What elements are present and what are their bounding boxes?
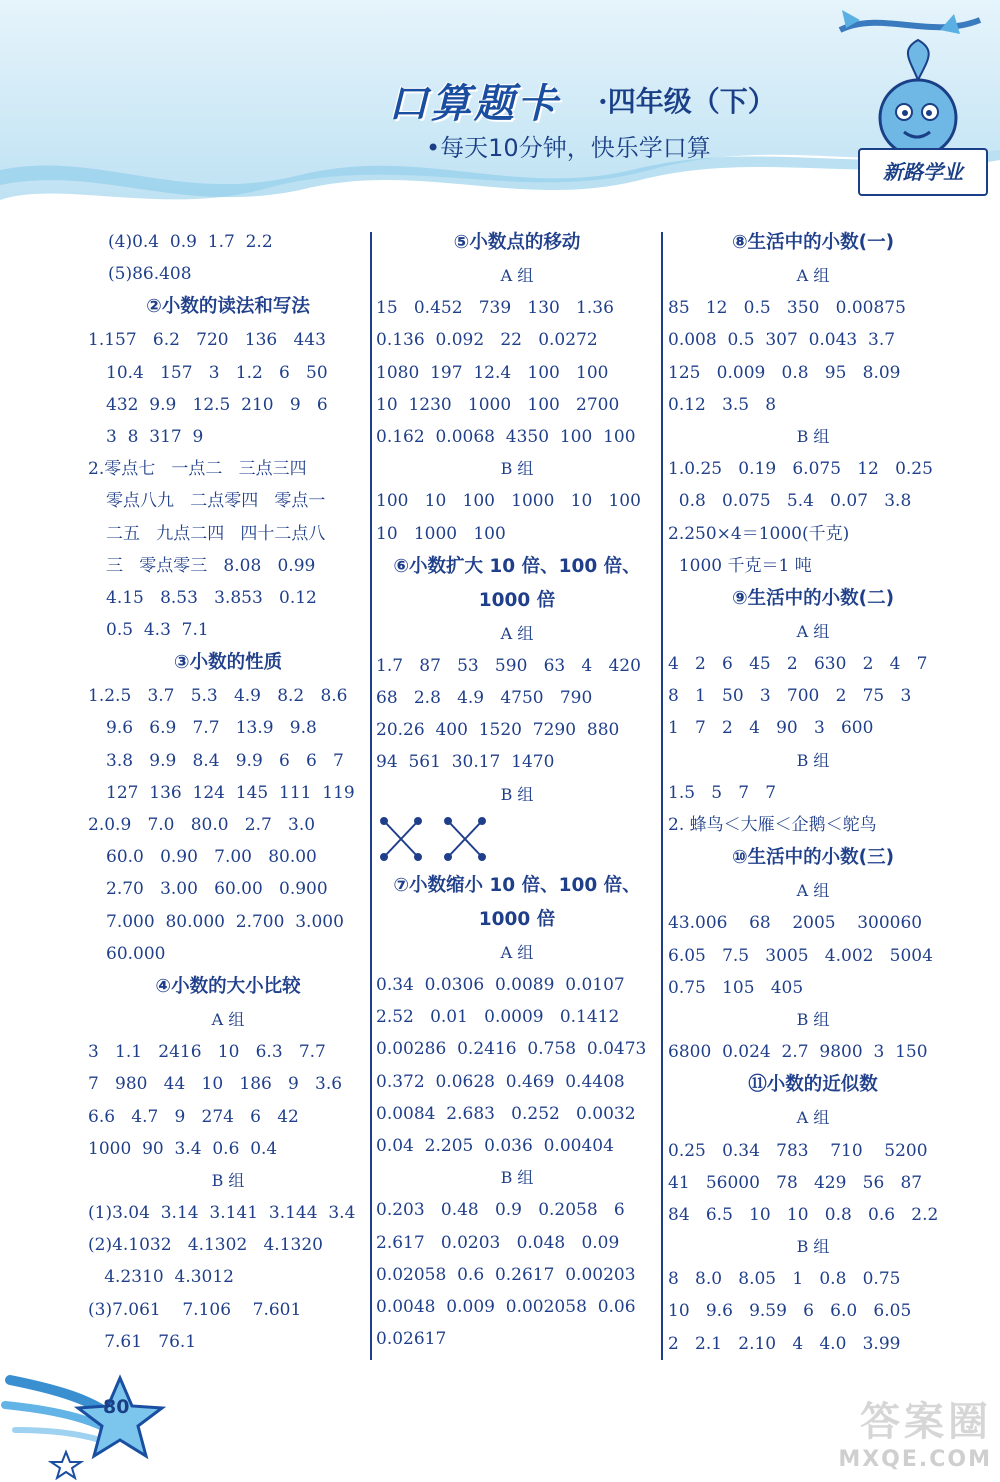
answer-line: 1.7 87 53 590 63 4 420 xyxy=(376,655,641,676)
answer-line: 6800 0.024 2.7 9800 3 150 xyxy=(668,1042,928,1063)
answer-line: 84 6.5 10 10 0.8 0.6 2.2 xyxy=(668,1204,939,1225)
answer-line: 2.250×4＝1000(千克) xyxy=(668,523,850,544)
answer-line: 3 8 317 9 xyxy=(106,426,204,447)
answer-line: 2.70 3.00 60.00 0.900 xyxy=(106,879,328,900)
answer-line: (3)7.061 7.106 7.601 xyxy=(88,1299,302,1320)
group-label: B 组 xyxy=(796,750,830,770)
section-heading: ③小数的性质 xyxy=(173,652,283,674)
answer-line: 8 8.0 8.05 1 0.8 0.75 xyxy=(668,1269,901,1290)
publisher-logo: 新路学业 xyxy=(858,148,988,196)
answer-line: 85 12 0.5 350 0.00875 xyxy=(668,298,906,319)
answer-line: 0.04 2.205 0.036 0.00404 xyxy=(376,1135,614,1156)
watermark-logo: 答案圈 xyxy=(860,1399,992,1445)
answer-line: 2.0.9 7.0 80.0 2.7 3.0 xyxy=(88,815,316,835)
answer-line: 7 980 44 10 186 9 3.6 xyxy=(88,1074,343,1095)
cross-marks xyxy=(376,811,658,869)
answer-line: 43.006 68 2005 300060 xyxy=(668,913,923,934)
slogan: •每天10分钟，快乐学口算 xyxy=(426,134,711,162)
answer-line: 二五 九点二四 四十二点八 xyxy=(106,523,326,544)
answer-line: 4 2 6 45 2 630 2 4 7 xyxy=(668,654,928,675)
answer-line: 0.136 0.092 22 0.0272 xyxy=(376,330,598,351)
answer-line: 3.8 9.9 8.4 9.9 6 6 7 xyxy=(106,750,344,771)
answer-line: (5)86.408 xyxy=(108,264,192,285)
answer-line: 7.61 76.1 xyxy=(88,1331,197,1352)
answer-line: 0.203 0.48 0.9 0.2058 6 xyxy=(376,1200,625,1221)
group-label: B 组 xyxy=(796,1237,830,1257)
answer-line: 1000 90 3.4 0.6 0.4 xyxy=(88,1138,278,1159)
group-label: A 组 xyxy=(500,266,534,285)
answer-line: 0.0048 0.009 0.002058 0.06 xyxy=(376,1296,636,1317)
answer-line: 2.52 0.01 0.0009 0.1412 xyxy=(376,1007,620,1028)
cross-mark-icons xyxy=(378,815,498,865)
answer-line: 1.0.25 0.19 6.075 12 0.25 xyxy=(668,459,933,480)
answer-line: 2.零点七 一点二 三点三四 xyxy=(88,459,307,480)
watermark-url: MXQE.COM xyxy=(838,1447,992,1472)
shooting-star-icon xyxy=(0,1360,180,1480)
answer-line: 1080 197 12.4 100 100 xyxy=(376,362,609,383)
answer-line: 0.8 0.075 5.4 0.07 3.8 xyxy=(668,491,912,512)
section-heading: ⑦小数缩小 10 倍、100 倍、 xyxy=(393,874,641,896)
answer-line: 0.75 105 405 xyxy=(668,977,804,998)
answer-line: 1.5 5 7 7 xyxy=(668,782,777,803)
answer-line: 127 136 124 145 111 119 xyxy=(106,782,355,803)
answer-line: 432 9.9 12.5 210 9 6 xyxy=(106,394,328,415)
answer-line: 0.0084 2.683 0.252 0.0032 xyxy=(376,1103,636,1124)
group-label: B 组 xyxy=(211,1170,245,1190)
group-label: B 组 xyxy=(796,1009,830,1029)
group-label: A 组 xyxy=(796,881,830,901)
answer-line: 20.26 400 1520 7290 880 xyxy=(376,720,620,741)
answer-line: 68 2.8 4.9 4750 790 xyxy=(376,688,593,709)
answer-line: 0.5 4.3 7.1 xyxy=(106,620,209,641)
site-watermark xyxy=(838,1390,992,1472)
group-label: B 组 xyxy=(500,784,534,804)
book-title: 口算题卡 xyxy=(388,81,560,127)
answer-line: 7.000 80.000 2.700 3.000 xyxy=(106,911,344,932)
column-right xyxy=(668,226,958,1362)
column-middle xyxy=(376,226,658,1362)
answer-line: 10 9.6 9.59 6 6.0 6.05 xyxy=(668,1301,912,1322)
answer-line: 4.15 8.53 3.853 0.12 xyxy=(106,587,317,608)
group-label: A 组 xyxy=(796,621,830,641)
answer-line: 2 2.1 2.10 4 4.0 3.99 xyxy=(668,1333,901,1354)
group-label: A 组 xyxy=(500,942,534,962)
group-label: B 组 xyxy=(796,426,830,446)
answer-line: 125 0.009 0.8 95 8.09 xyxy=(668,362,901,383)
answer-line: 1 7 2 4 90 3 600 xyxy=(668,718,874,739)
answer-line: 0.25 0.34 783 710 5200 xyxy=(668,1140,928,1161)
group-label: B 组 xyxy=(500,1168,534,1188)
section-heading: ⑧生活中的小数(一) xyxy=(731,232,895,253)
grade-subtitle: ·四年级（下） xyxy=(598,85,776,118)
answer-line: 0.02058 0.6 0.2617 0.00203 xyxy=(376,1264,636,1285)
answer-line: 6.05 7.5 3005 4.002 5004 xyxy=(668,945,933,966)
answer-line: 10.4 157 3 1.2 6 50 xyxy=(106,362,328,383)
section-heading: ⑥小数扩大 10 倍、100 倍、 xyxy=(393,555,641,577)
section-heading-continued: 1000 倍 xyxy=(478,908,556,930)
answer-line: 2. 蜂鸟＜大雁＜企鹅＜鸵鸟 xyxy=(668,815,877,835)
answer-line: 94 561 30.17 1470 xyxy=(376,752,555,773)
section-heading: ⑪小数的近似数 xyxy=(748,1074,878,1096)
answer-line: 0.00286 0.2416 0.758 0.0473 xyxy=(376,1039,647,1060)
answer-line: 60.000 xyxy=(106,943,166,964)
page-number: 80 xyxy=(103,1396,130,1418)
section-heading: ④小数的大小比较 xyxy=(155,975,301,997)
answer-line: 41 56000 78 429 56 87 xyxy=(668,1172,923,1193)
answer-line: 6.6 4.7 9 274 6 42 xyxy=(88,1106,299,1127)
group-label: B 组 xyxy=(500,459,534,479)
group-label: A 组 xyxy=(211,1009,245,1029)
answer-line: 10 1230 1000 100 2700 xyxy=(376,394,620,415)
answer-line: 0.008 0.5 307 0.043 3.7 xyxy=(668,330,896,351)
answer-line: 9.6 6.9 7.7 13.9 9.8 xyxy=(106,718,317,739)
answer-line: 三 零点零三 8.08 0.99 xyxy=(106,555,316,576)
column-left xyxy=(88,226,368,1362)
group-label: A 组 xyxy=(796,1108,830,1128)
answer-line: 零点八九 二点零四 零点一 xyxy=(106,491,326,512)
answer-line: 1000 千克＝1 吨 xyxy=(668,555,812,576)
answer-line: 1.2.5 3.7 5.3 4.9 8.2 8.6 xyxy=(88,686,348,707)
header-banner xyxy=(0,0,1000,225)
answer-line: (2)4.1032 4.1302 4.1320 xyxy=(88,1235,323,1256)
section-heading: ②小数的读法和写法 xyxy=(146,296,310,318)
section-heading: ⑨生活中的小数(二) xyxy=(731,587,895,609)
answer-line: 3 1.1 2416 10 6.3 7.7 xyxy=(88,1042,326,1063)
answer-line: 8 1 50 3 700 2 75 3 xyxy=(668,686,912,707)
answer-line: 15 0.452 739 130 1.36 xyxy=(376,298,614,319)
answer-line: 60.0 0.90 7.00 80.00 xyxy=(106,847,317,868)
answer-line: 0.372 0.0628 0.469 0.4408 xyxy=(376,1071,625,1092)
group-label: A 组 xyxy=(500,623,534,643)
answer-line: 1.157 6.2 720 136 443 xyxy=(88,330,326,351)
section-heading-continued: 1000 倍 xyxy=(478,589,556,611)
column-divider-1 xyxy=(370,232,372,1360)
column-divider-2 xyxy=(661,232,663,1360)
answer-line: (1)3.04 3.14 3.141 3.144 3.4 xyxy=(88,1203,356,1224)
answer-line: (4)0.4 0.9 1.7 2.2 xyxy=(108,232,273,252)
group-label: A 组 xyxy=(796,266,830,285)
answer-line: 2.617 0.0203 0.048 0.09 xyxy=(376,1232,620,1253)
section-heading: ⑩生活中的小数(三) xyxy=(731,847,895,869)
section-heading: ⑤小数点的移动 xyxy=(453,232,581,253)
answer-line: 0.34 0.0306 0.0089 0.0107 xyxy=(376,975,625,995)
answer-line: 0.162 0.0068 4350 100 100 xyxy=(376,426,636,447)
answer-line: 4.2310 4.3012 xyxy=(88,1267,234,1288)
answer-line: 100 10 100 1000 10 100 xyxy=(376,491,641,512)
answer-line: 10 1000 100 xyxy=(376,523,506,544)
answer-line: 0.02617 xyxy=(376,1329,447,1350)
answer-line: 0.12 3.5 8 xyxy=(668,394,777,415)
